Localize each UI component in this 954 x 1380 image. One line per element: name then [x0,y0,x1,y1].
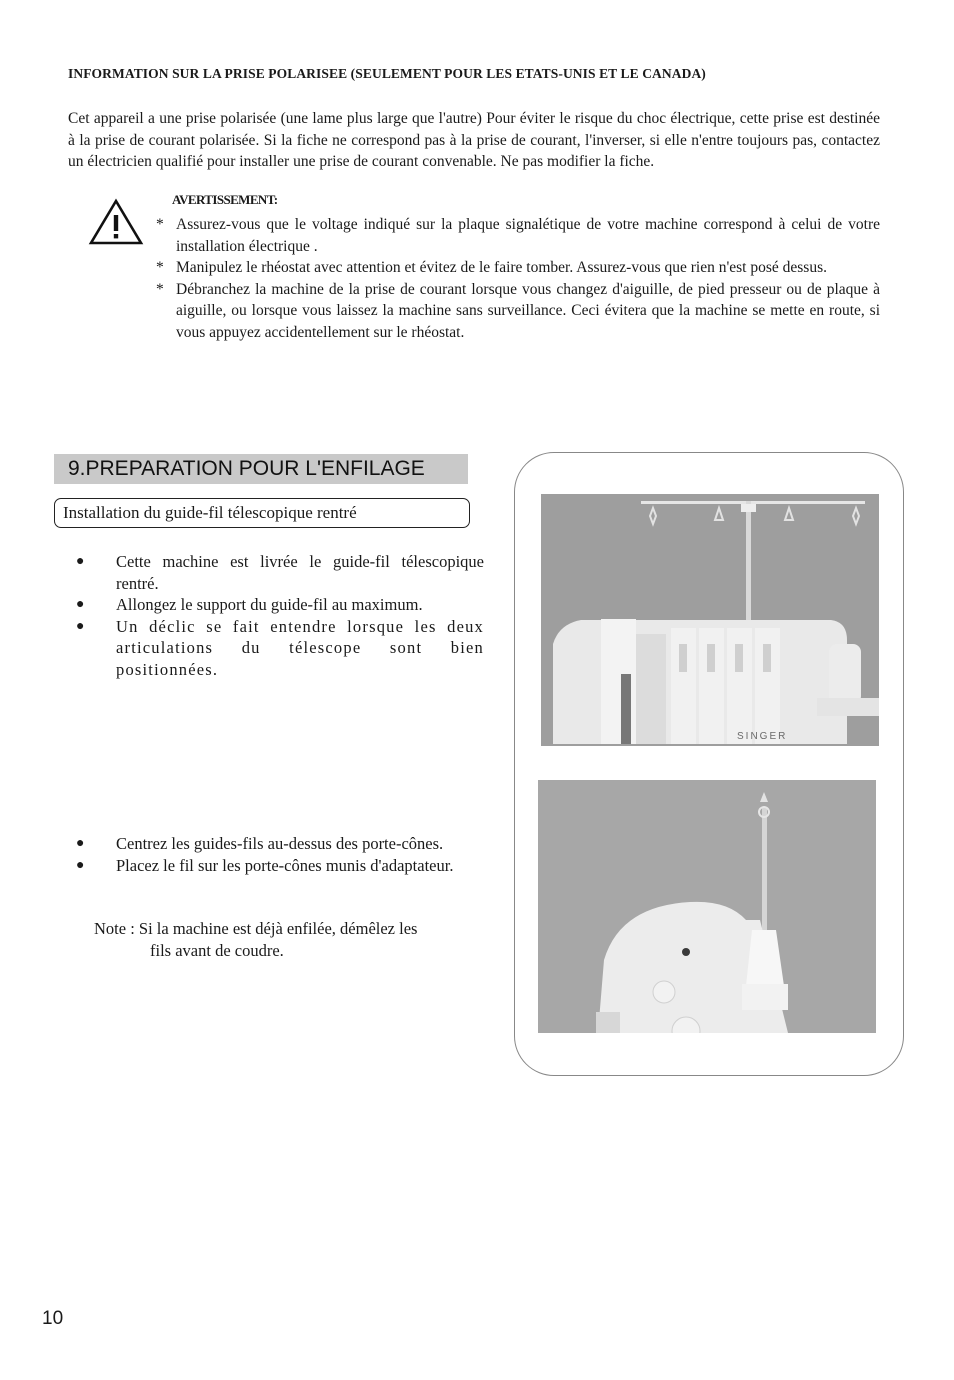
subheading-telescopic-guide: Installation du guide-fil télescopique rentré [54,498,470,528]
asterisk-bullet: * [156,259,164,276]
instruction-list-1 [76,551,484,680]
section-header-threading: 9.PREPARATION POUR L'ENFILAGE [54,454,468,484]
bullet-dot: ● [76,554,85,569]
serger-photo [541,494,879,746]
note [94,918,474,962]
singer-logo-text: SINGER [737,731,788,742]
closeup-illustration [538,780,876,1033]
bullet-dot: ● [76,597,85,612]
bullet-dot: ● [76,857,85,873]
list-item: ● Un déclic se fait entendre lorsque les deux articulations du télescope sont bien positionnées. [76,616,484,679]
warning-item: * Manipulez le rhéostat avec attention et évitez de le faire tomber. Assurez-vous que rien n'est posé dessus. [156,257,880,279]
bullet-dot: ● [76,836,85,851]
warning-item: * Débranchez la machine de la prise de courant lorsque vous changez d'aiguille, de pied presseur ou de plaque à aiguille, ou lorsque vous laissez la machine sans surveillance. Ceci évitera que la machine se mette en route, si vous appuyez accidentellement sur le rhéostat. [156,280,880,341]
list-item: ● Cette machine est livrée le guide-fil télescopique rentré. [76,552,484,593]
warning-item: * Assurez-vous que le voltage indiqué sur la plaque signalétique de votre machine correspond à celui de votre installation électrique . [156,216,880,255]
list-item: ● Allongez le support du guide-fil au maximum. [76,595,423,614]
page-number: 10 [42,1308,64,1329]
list-item: ● Placez le fil sur les porte-cônes munis d'adaptateur. [76,855,454,875]
warning-list [156,214,880,343]
asterisk-bullet: * [156,280,164,298]
list-item: ● Centrez les guides-fils au-dessus des porte-cônes. [76,834,444,853]
thread-guide-closeup-photo [538,780,876,1033]
asterisk-bullet: * [156,216,164,233]
serger-illustration [541,494,879,746]
bullet-dot: ● [76,618,85,634]
section-title-polarized-plug: INFORMATION SUR LA PRISE POLARISEE (SEULEMENT POUR LES ETATS-UNIS ET LE CANADA) [68,66,706,81]
note-line-2: fils avant de coudre. [150,941,284,960]
warning-title: AVERTISSEMENT: [172,192,278,207]
warning-triangle-icon [88,198,144,246]
polarized-plug-paragraph: Cet appareil a une prise polarisée (une lame plus large que l'autre) Pour éviter le risque du choc électrique, cette prise est destinée à la prise de courant polarisée. Si la fiche ne correspond pas à la prise de courant, l'inverser, si elle n'entre toujours pas, contactez un électricien qualifié pour installer une prise de courant convenable. Ne pas modifier la fiche. [68,110,880,170]
instruction-list-2 [76,833,484,876]
note-line-1: Note : Si la machine est déjà enfilée, démêlez les [94,919,418,938]
